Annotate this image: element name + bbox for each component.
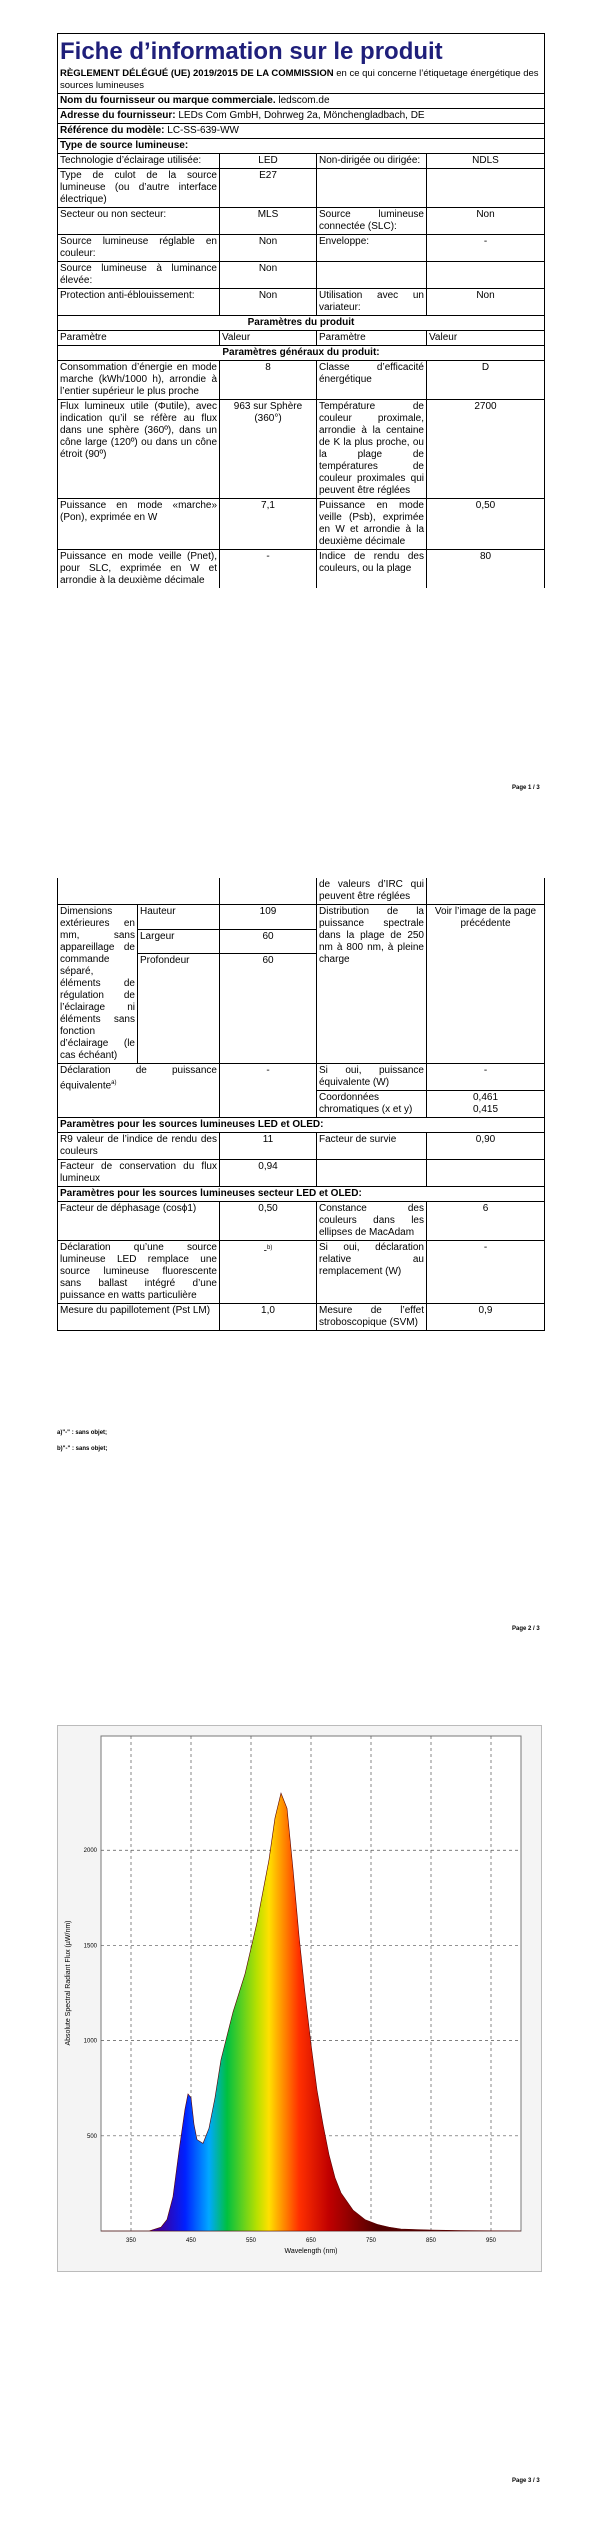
row-value: 2700 [427, 400, 545, 499]
supplier-value: ledscom.de [278, 95, 330, 106]
y-tick-labels [84, 1848, 98, 2140]
row-value [427, 169, 545, 208]
row-value: NDLS [427, 154, 545, 169]
table-row [58, 905, 545, 930]
row-value: 11 [220, 1133, 317, 1160]
column-header-row [58, 331, 545, 346]
table-row [58, 154, 545, 169]
column-header: Valeur [427, 331, 545, 346]
row-label: Flux lumineux utile (Φutile), avec indication qu’il se réfère au flux dans une sphère (360º), dans un cône large (120º) ou dans un cône étroit (90º) [58, 400, 220, 499]
row-label: Facteur de déphasage (cosϕ1) [58, 1202, 220, 1241]
row-value: 0,90 [427, 1133, 545, 1160]
table-row [58, 235, 545, 262]
page-number: Page 1 / 3 [512, 785, 540, 791]
row-value: Non [427, 289, 545, 316]
column-header: Paramètre [58, 331, 220, 346]
row-label: Source lumineuse connectée (SLC): [317, 208, 427, 235]
table-row [58, 361, 545, 400]
row-value: Non [220, 289, 317, 316]
y-axis-label: Absolute Spectral Radiant Flux (µW/nm) [65, 1920, 72, 2046]
table-row [58, 1064, 545, 1091]
empty-cell [58, 878, 220, 905]
x-tick-label: 750 [365, 2238, 377, 2244]
row-label: Enveloppe: [317, 235, 427, 262]
equiv-footnote-mark: a) [111, 1080, 117, 1086]
row-value: 80 [427, 550, 545, 589]
row-label: Mesure du papillotement (Pst LM) [58, 1304, 220, 1331]
y-tick-label: 500 [86, 2133, 97, 2140]
row-value: - [220, 550, 317, 589]
x-tick-labels [126, 2238, 497, 2244]
model-value: LC-SS-639-WW [167, 125, 239, 136]
address-row [58, 109, 545, 124]
model-label: Référence du modèle: [60, 125, 165, 136]
row-value: 0,50 [220, 1202, 317, 1241]
table-row [58, 1202, 545, 1241]
supplier-row [58, 94, 545, 109]
row-label [317, 262, 427, 289]
x-axis-label: Wavelength (nm) [284, 2248, 338, 2255]
row-label: R9 valeur de l’indice de rendu des couleurs [58, 1133, 220, 1160]
dimensions-label: Dimensions extérieures en mm, sans appareillage de commande séparé, éléments de régulation de l’éclairage ni éléments sans fonction d’éclairage (le cas échéant) [58, 905, 138, 1064]
dimension-value: 60 [220, 929, 317, 954]
table-row [58, 169, 545, 208]
row-value: 1,0 [220, 1304, 317, 1331]
x-tick-label: 550 [245, 2238, 257, 2244]
y-tick-label: 1000 [83, 2038, 97, 2045]
x-tick-label: 650 [305, 2238, 317, 2244]
row-label: Indice de rendu des couleurs, ou la plage [317, 550, 427, 589]
row-value: Non [220, 262, 317, 289]
table-row [58, 550, 545, 589]
chroma-y: 0,415 [472, 1104, 499, 1115]
params-header: Paramètres du produit [58, 316, 545, 331]
page-1 [57, 33, 544, 588]
type-rows [58, 154, 545, 316]
row-value: E27 [220, 169, 317, 208]
row-value: - [427, 235, 545, 262]
dimension-label: Profondeur [138, 954, 220, 1064]
product-info-table-page-2 [57, 878, 545, 1331]
dimension-value: 60 [220, 954, 317, 1064]
x-tick-label: 350 [125, 2238, 137, 2244]
row-label: Source lumineuse réglable en couleur: [58, 235, 220, 262]
replacement-value: - [263, 1245, 267, 1257]
table-row [58, 1304, 545, 1331]
x-tick-label: 850 [425, 2238, 437, 2244]
row-label: Coordonnées chromatiques (x et y) [317, 1091, 427, 1118]
row-label [317, 1160, 427, 1187]
table-row [58, 262, 545, 289]
row-label: Si oui, puissance équivalente (W) [317, 1064, 427, 1091]
row-value: 0,50 [427, 499, 545, 550]
dimension-value: 109 [220, 905, 317, 930]
row-value: - [427, 1241, 545, 1304]
table-row [58, 289, 545, 316]
mains-header: Paramètres pour les sources lumineuses secteur LED et OLED: [58, 1187, 545, 1202]
model-row [58, 124, 545, 139]
page-title: Fiche d’information sur le produit [58, 34, 545, 68]
row-label: Puissance en mode veille (Pnet), pour SLC, exprimée en W et arrondie à la deuxième décimale [58, 550, 220, 589]
row-value: MLS [220, 208, 317, 235]
row-value: 7,1 [220, 499, 317, 550]
row-value: 963 sur Sphère (360°) [220, 400, 317, 499]
table-row [58, 400, 545, 499]
spectral-chart [58, 1726, 541, 2271]
x-tick-label: 450 [185, 2238, 197, 2244]
spectral-value: Voir l’image de la page précédente [427, 905, 545, 1064]
dimension-label: Hauteur [138, 905, 220, 930]
regulation-rest: en ce qui concerne l’étiquetage énergétique des sources lumineuses [60, 68, 539, 91]
row-label: Déclaration qu’une source lumineuse LED remplace une source lumineuse fluorescente sans ballast intégré d’une puissance en watts particulière [58, 1241, 220, 1304]
table-row [58, 208, 545, 235]
row-label: Classe d’efficacité énergétique [317, 361, 427, 400]
row-value [427, 1160, 545, 1187]
row-label: Facteur de survie [317, 1133, 427, 1160]
table-row [58, 878, 545, 905]
dimension-label: Largeur [138, 929, 220, 954]
row-label: de valeurs d’IRC qui peuvent être réglées [317, 878, 427, 905]
empty-cell [427, 878, 545, 905]
empty-cell [220, 878, 317, 905]
replacement-footnote-mark: b) [267, 1245, 273, 1251]
chroma-x: 0,461 [472, 1092, 499, 1103]
row-label: Type de culot de la source lumineuse (ou d’autre interface électrique) [58, 169, 220, 208]
row-value: D [427, 361, 545, 400]
product-info-table-page-1 [57, 33, 545, 588]
table-row [58, 1160, 545, 1187]
row-value: LED [220, 154, 317, 169]
spectral-chart-frame [57, 1725, 542, 2272]
row-label: Technologie d’éclairage utilisée: [58, 154, 220, 169]
column-header: Paramètre [317, 331, 427, 346]
address-value: LEDs Com GmbH, Dohrweg 2a, Mönchengladbach, DE [178, 110, 425, 121]
table-row [58, 1133, 545, 1160]
row-label: Constance des couleurs dans les ellipses de MacAdam [317, 1202, 427, 1241]
row-label: Source lumineuse à luminance élevée: [58, 262, 220, 289]
row-value [220, 1241, 317, 1304]
row-label: Non-dirigée ou dirigée: [317, 154, 427, 169]
row-value: - [427, 1064, 545, 1091]
row-label [58, 1064, 220, 1118]
led-header: Paramètres pour les sources lumineuses LED et OLED: [58, 1118, 545, 1133]
row-label: Mesure de l’effet stroboscopique (SVM) [317, 1304, 427, 1331]
y-tick-label: 1500 [83, 1943, 97, 1950]
row-label [317, 169, 427, 208]
column-header: Valeur [220, 331, 317, 346]
address-label: Adresse du fournisseur: [60, 110, 176, 121]
row-label: Facteur de conservation du flux lumineux [58, 1160, 220, 1187]
row-label: Consommation d’énergie en mode marche (kWh/1000 h), arrondie à l’entier supérieur le plus proche [58, 361, 220, 400]
regulation-bold: RÈGLEMENT DÉLÉGUÉ (UE) 2019/2015 DE LA COMMISSION [60, 68, 334, 79]
row-label: Secteur ou non secteur: [58, 208, 220, 235]
equiv-label: Déclaration de puissance équivalente [60, 1065, 217, 1092]
type-header: Type de source lumineuse: [58, 139, 545, 154]
x-tick-label: 950 [485, 2238, 497, 2244]
regulation-text [58, 67, 545, 94]
footnote-b: b)"-" : sans objet; [57, 1446, 108, 1452]
row-value: Non [427, 208, 545, 235]
row-value: 0,9 [427, 1304, 545, 1331]
page-number: Page 2 / 3 [512, 1626, 540, 1632]
row-value: Non [220, 235, 317, 262]
row-label: Protection anti-éblouissement: [58, 289, 220, 316]
row-value [427, 1091, 545, 1118]
row-label: Température de couleur proximale, arrondie à la centaine de K la plus proche, ou la plage de températures de couleur proximales qui peuvent être réglées [317, 400, 427, 499]
page-2 [57, 878, 544, 1331]
row-value: 8 [220, 361, 317, 400]
page-number: Page 3 / 3 [512, 2478, 540, 2484]
y-tick-label: 2000 [83, 1848, 97, 1855]
row-label: Puissance en mode «marche» (Pon), exprimée en W [58, 499, 220, 550]
general-header: Paramètres généraux du produit: [58, 346, 545, 361]
row-label: Utilisation avec un variateur: [317, 289, 427, 316]
row-value: - [220, 1064, 317, 1118]
row-label: Si oui, déclaration relative au remplacement (W) [317, 1241, 427, 1304]
footnote-a: a)"-" : sans objet; [57, 1430, 108, 1436]
spectral-label: Distribution de la puissance spectrale dans la plage de 250 nm à 800 nm, à pleine charge [317, 905, 427, 1064]
row-value [427, 262, 545, 289]
row-value: 0,94 [220, 1160, 317, 1187]
row-value: 6 [427, 1202, 545, 1241]
table-row [58, 499, 545, 550]
supplier-label: Nom du fournisseur ou marque commerciale. [60, 95, 276, 106]
row-label: Puissance en mode veille (Psb), exprimée en W et arrondie à la deuxième décimale [317, 499, 427, 550]
table-row [58, 1241, 545, 1304]
